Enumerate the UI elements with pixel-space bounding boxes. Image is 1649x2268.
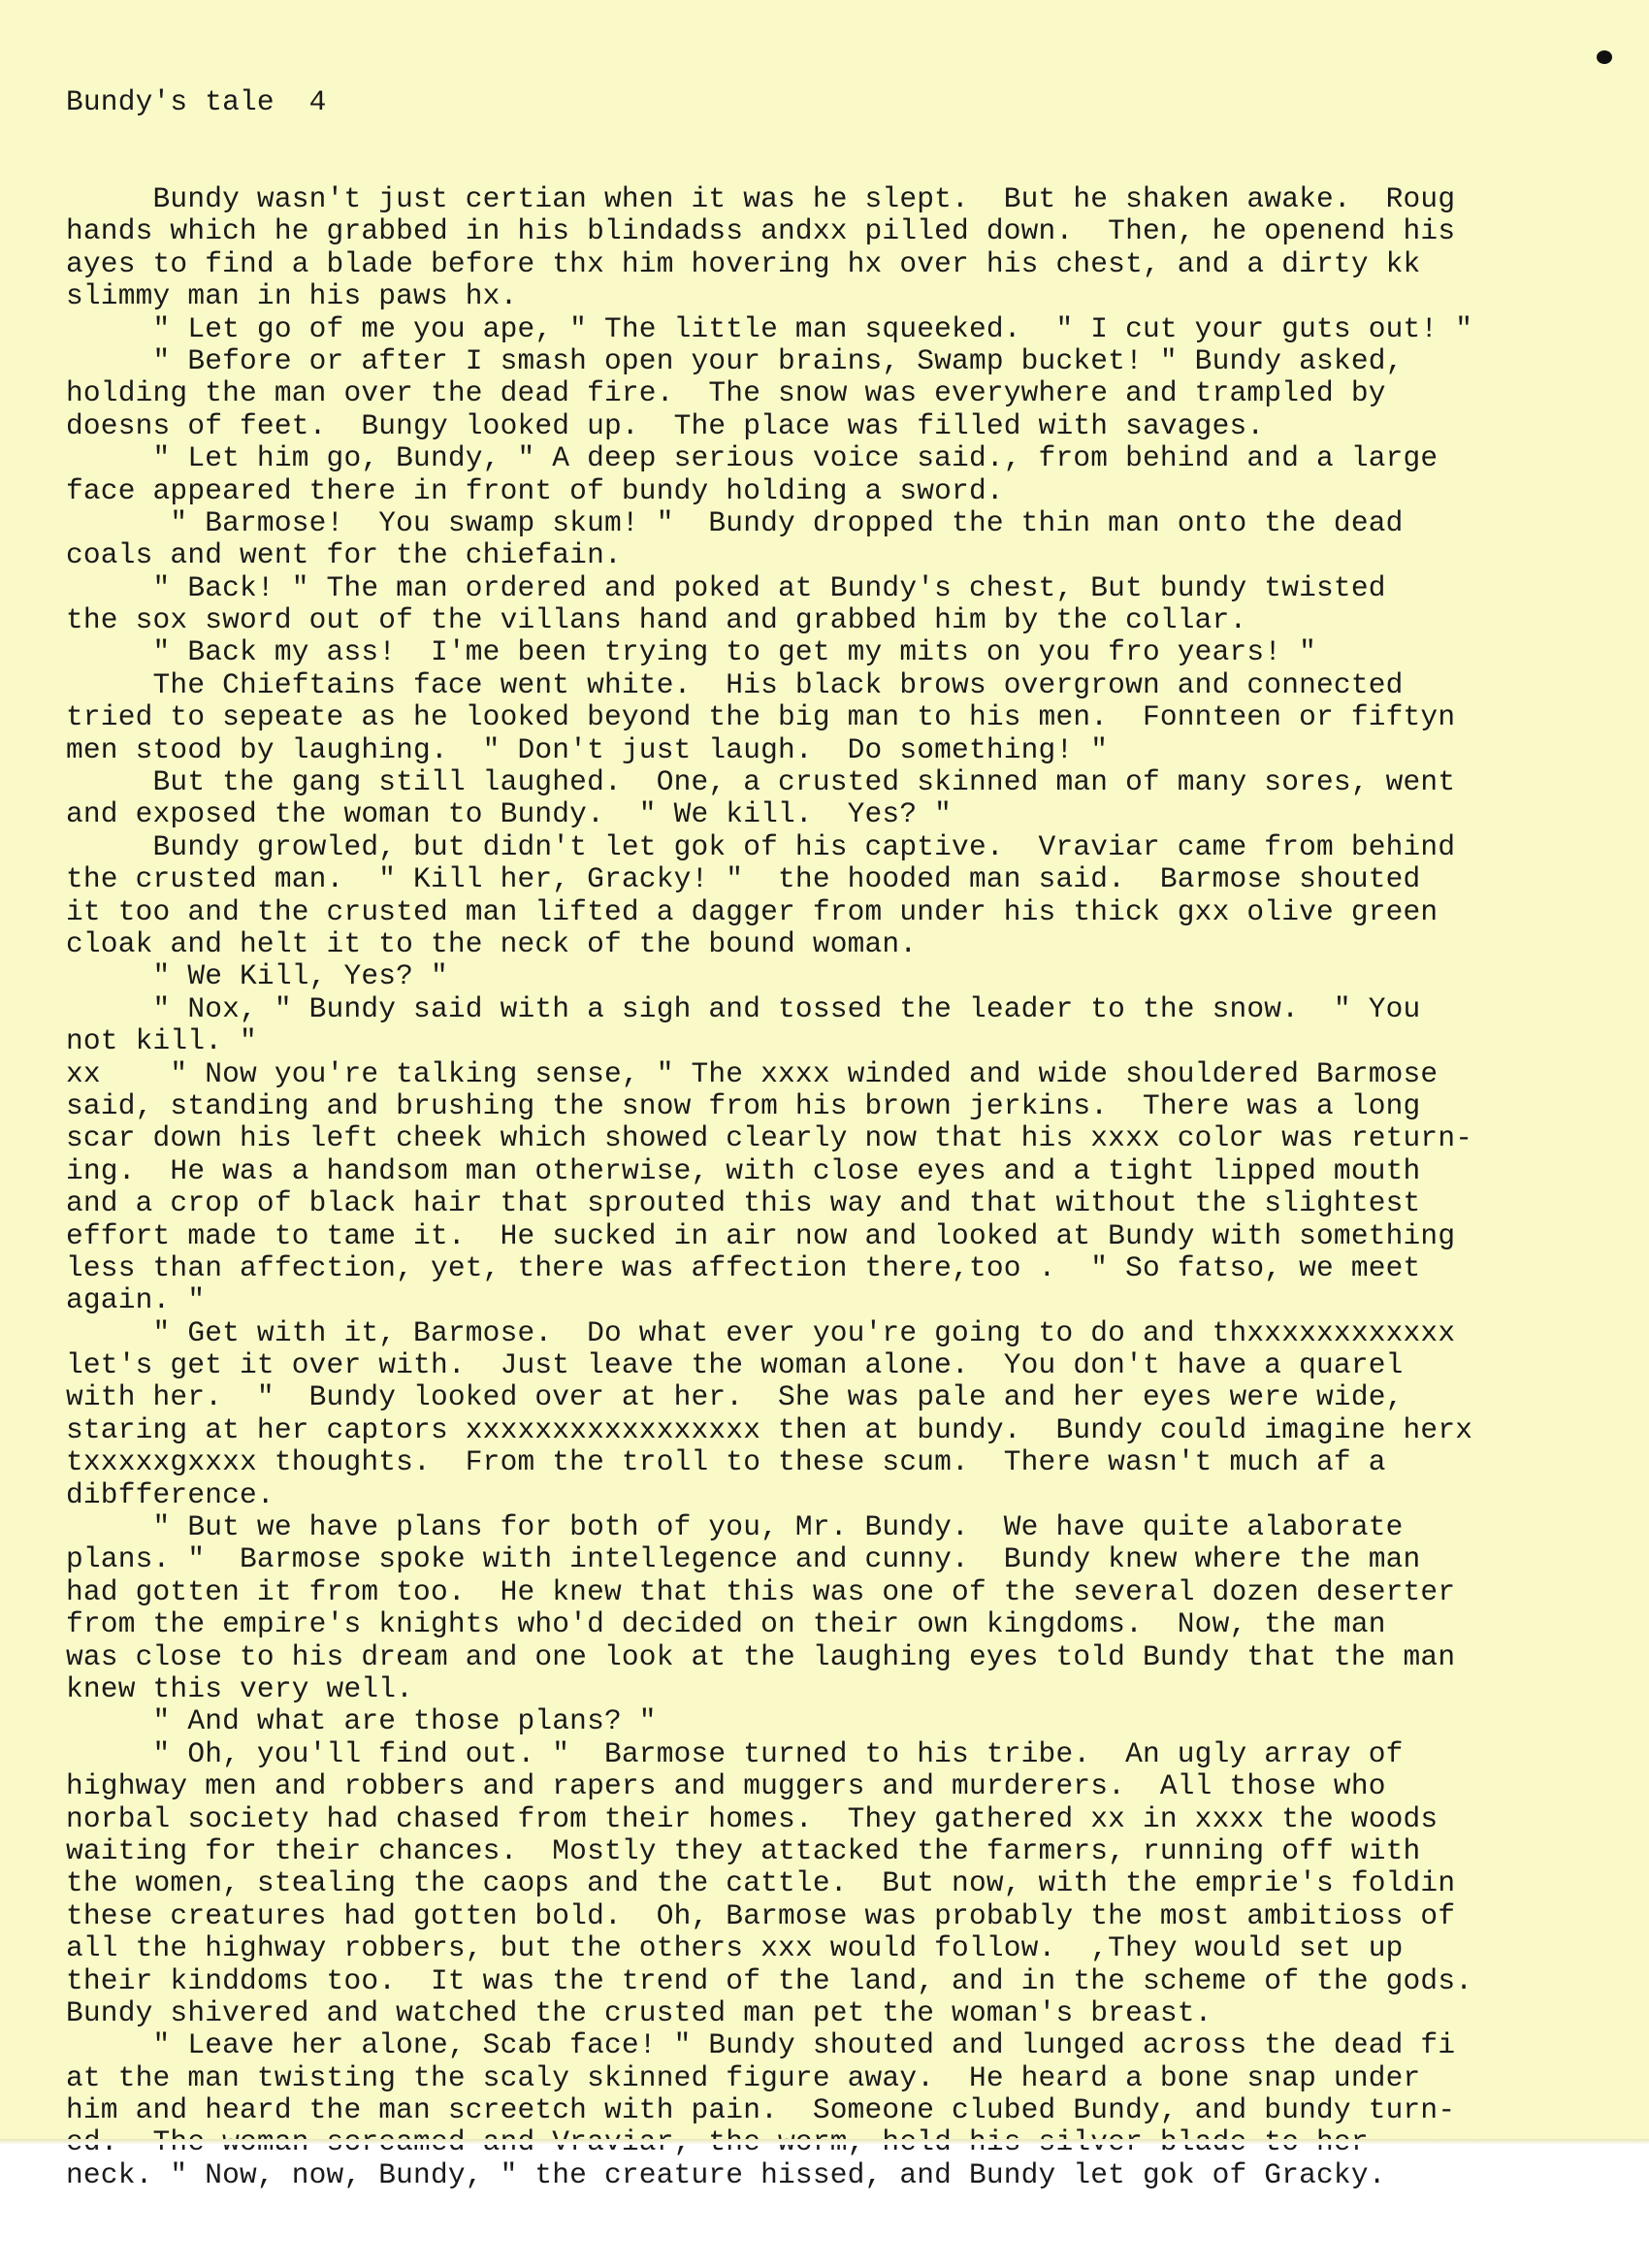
text-line: knew this very well. — [66, 1671, 414, 1705]
text-line: less than affection, yet, there was affection there,too . " So fatso, we meet — [66, 1250, 1421, 1284]
text-line: all the highway robbers, but the others xxx would follow. ,They would set up — [66, 1931, 1404, 1965]
text-line: waiting for their chances. Mostly they attacked the farmers, running off with — [66, 1833, 1421, 1867]
text-line: the women, stealing the caops and the cattle. But now, with the emprie's foldin — [66, 1866, 1456, 1900]
text-line: " Back! " The man ordered and poked at Bundy's chest, But bundy twisted — [66, 570, 1386, 604]
text-line: xx " Now you're talking sense, " The xxxx winded and wide shouldered Barmose — [66, 1056, 1439, 1090]
text-line: Bundy shivered and watched the crusted man pet the woman's breast. — [66, 1995, 1212, 2029]
text-line: with her. " Bundy looked over at her. She was pale and her eyes were wide, — [66, 1380, 1404, 1414]
text-line: these creatures had gotten bold. Oh, Barmose was probably the most ambitioss of — [66, 1898, 1456, 1932]
text-line: " Oh, you'll find out. " Barmose turned to his tribe. An ugly array of — [66, 1736, 1404, 1770]
text-line: was close to his dream and one look at the laughing eyes told Bundy that the man — [66, 1639, 1456, 1673]
text-line: it too and the crusted man lifted a dagger from under his thick gxx olive green — [66, 894, 1439, 928]
text-line: " Leave her alone, Scab face! " Bundy shouted and lunged across the dead fi — [66, 2028, 1456, 2062]
text-line: doesns of feet. Bungy looked up. The place was filled with savages. — [66, 408, 1265, 442]
text-line: scar down his left cheek which showed clearly now that his xxxx color was return- — [66, 1121, 1473, 1155]
text-line: the sox sword out of the villans hand and grabbed him by the collar. — [66, 603, 1247, 637]
text-line: cloak and helt it to the neck of the bound woman. — [66, 927, 918, 960]
text-line: " And what are those plans? " — [66, 1704, 657, 1738]
page-bottom-edge — [0, 2139, 1649, 2145]
text-line: " Before or after I smash open your brains, Swamp bucket! " Bundy asked, — [66, 343, 1404, 377]
text-line: not kill. " — [66, 1024, 257, 1058]
text-line: holding the man over the dead fire. The snow was everywhere and trampled by — [66, 376, 1386, 410]
text-line: Bundy wasn't just certian when it was he slept. But he shaken awake. Roug — [66, 182, 1456, 216]
page-header: Bundy's tale 4 — [66, 84, 327, 118]
text-line: had gotten it from too. He knew that this was one of the several dozen deserter — [66, 1574, 1456, 1608]
text-line: said, standing and brushing the snow from his brown jerkins. There was a long — [66, 1088, 1421, 1122]
text-line: The Chieftains face went white. His black brows overgrown and connected — [66, 667, 1404, 701]
manuscript-text — [66, 21, 1645, 2256]
text-line: again. " — [66, 1283, 206, 1317]
text-line: " We Kill, Yes? " — [66, 959, 448, 993]
text-line: " Let go of me you ape, " The little man squeeked. " I cut your guts out! " — [66, 311, 1473, 345]
text-line: their kinddoms too. It was the trend of the land, and in the scheme of the gods. — [66, 1963, 1473, 1997]
text-line: " Get with it, Barmose. Do what ever you're going to do and thxxxxxxxxxxxx — [66, 1315, 1456, 1349]
text-line: plans. " Barmose spoke with intellegence and cunny. Bundy knew where the man — [66, 1542, 1421, 1576]
text-line: highway men and robbers and rapers and muggers and murderers. All those who — [66, 1769, 1386, 1803]
text-line: " Barmose! You swamp skum! " Bundy dropped the thin man onto the dead — [66, 505, 1404, 539]
text-line: ing. He was a handsom man otherwise, with close eyes and a tight lipped mouth — [66, 1153, 1421, 1187]
text-line: ayes to find a blade before thx him hovering hx over his chest, and a dirty kk — [66, 246, 1421, 280]
text-line: Bundy growled, but didn't let gok of his captive. Vraviar came from behind — [66, 829, 1456, 863]
text-line: face appeared there in front of bundy holding a sword. — [66, 473, 1004, 507]
text-line: norbal society had chased from their homes. They gathered xx in xxxx the woods — [66, 1801, 1439, 1835]
text-line: effort made to tame it. He sucked in air now and looked at Bundy with something — [66, 1218, 1456, 1252]
manuscript-lines — [66, 183, 1645, 2191]
text-line: tried to sepeate as he looked beyond the big man to his men. Fonnteen or fiftyn — [66, 700, 1456, 734]
text-line: men stood by laughing. " Don't just laugh. Do something! " — [66, 732, 1109, 766]
text-line: and a crop of black hair that sprouted this way and that without the slightest — [66, 1186, 1421, 1220]
text-line: " Back my ass! I'me been trying to get my mits on you fro years! " — [66, 635, 1317, 669]
text-line: " Let him go, Bundy, " A deep serious voice said., from behind and a large — [66, 441, 1439, 475]
text-line: " But we have plans for both of you, Mr. Bundy. We have quite alaborate — [66, 1510, 1404, 1544]
text-line: coals and went for the chiefain. — [66, 538, 622, 572]
text-line: the crusted man. " Kill her, Gracky! " the hooded man said. Barmose shouted — [66, 862, 1421, 896]
text-line: But the gang still laughed. One, a crusted skinned man of many sores, went — [66, 765, 1456, 799]
text-line: neck. " Now, now, Bundy, " the creature hissed, and Bundy let gok of Gracky. — [66, 2157, 1386, 2191]
text-line: slimmy man in his paws hx. — [66, 279, 518, 313]
text-line: and exposed the woman to Bundy. " We kill. Yes? " — [66, 797, 953, 831]
text-line: staring at her captors xxxxxxxxxxxxxxxxx then at bundy. Bundy could imagine herx — [66, 1412, 1473, 1446]
text-line: from the empire's knights who'd decided on their own kingdoms. Now, the man — [66, 1607, 1386, 1641]
text-line: hands which he grabbed in his blindadss andxx pilled down. Then, he openend his — [66, 214, 1456, 248]
text-line: " Nox, " Bundy said with a sigh and tossed the leader to the snow. " You — [66, 991, 1421, 1025]
text-line: txxxxxgxxxx thoughts. From the troll to these scum. There wasn't much af a — [66, 1445, 1386, 1479]
text-line: him and heard the man screetch with pain. Someone clubed Bundy, and bundy turn- — [66, 2093, 1456, 2127]
text-line: let's get it over with. Just leave the woman alone. You don't have a quarel — [66, 1348, 1404, 1382]
text-line: dibfference. — [66, 1477, 275, 1511]
text-line: at the man twisting the scaly skinned figure away. He heard a bone snap under — [66, 2060, 1421, 2094]
